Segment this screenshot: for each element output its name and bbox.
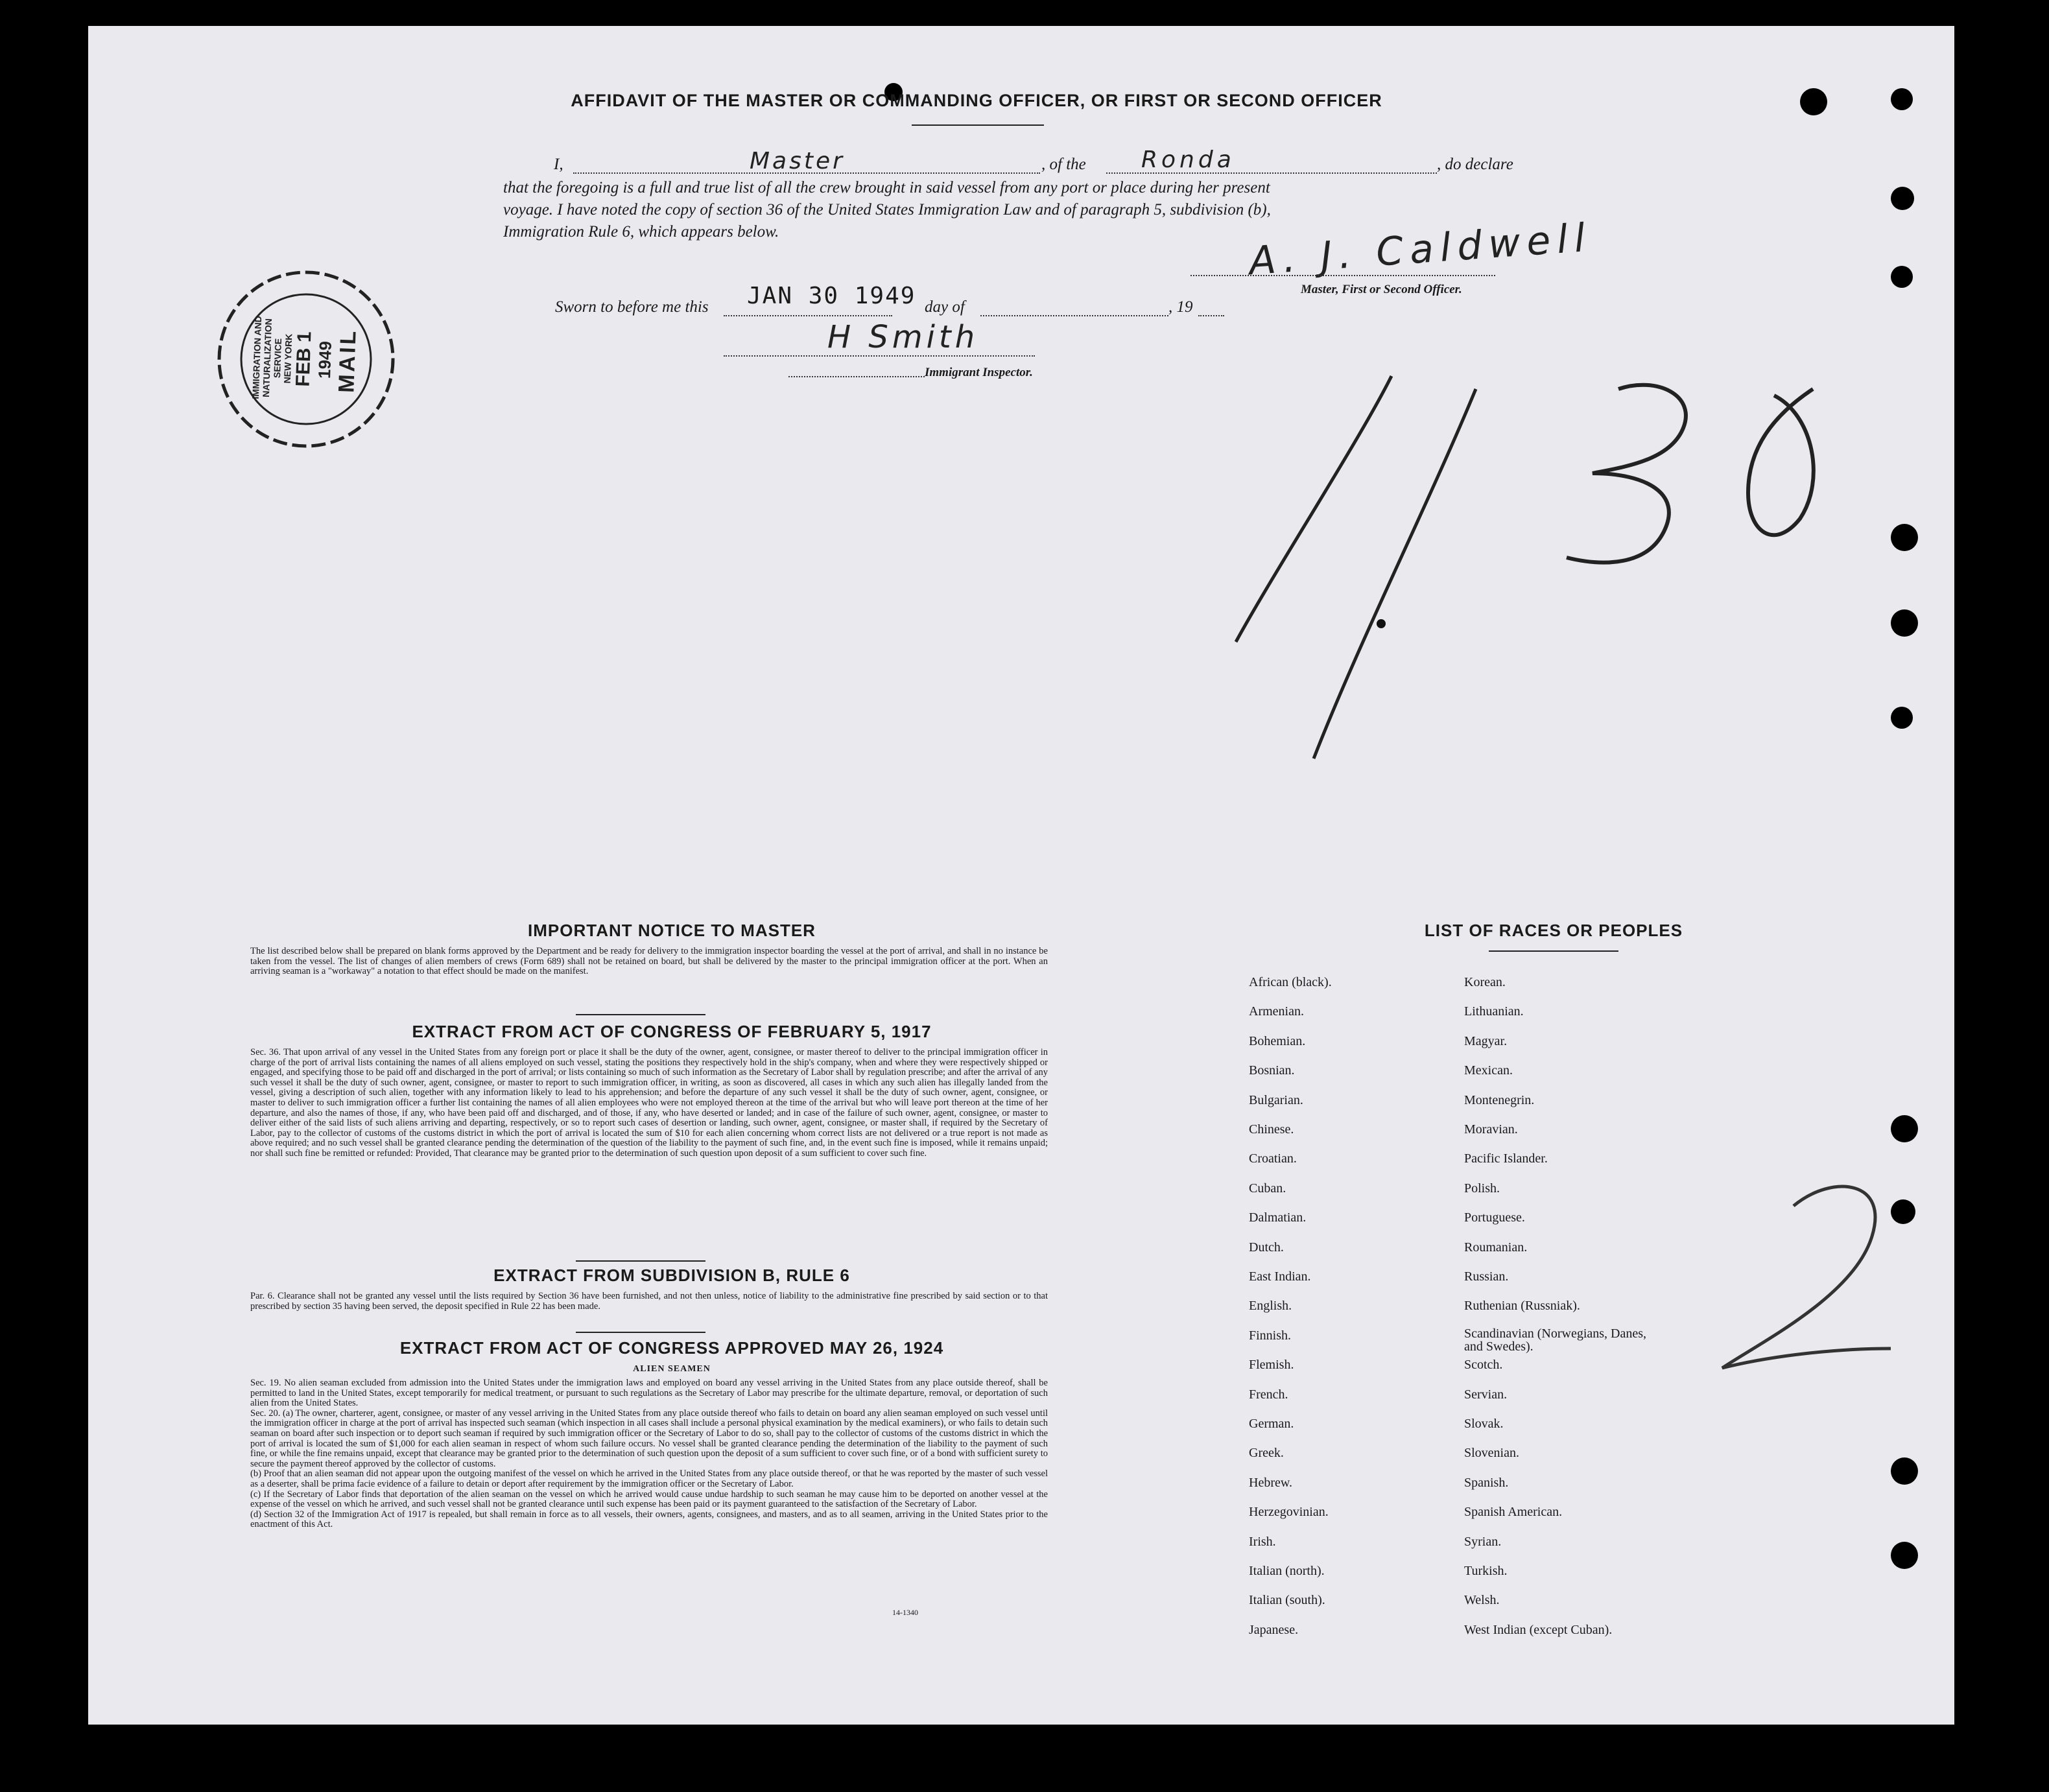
race-item: Bulgarian.	[1249, 1092, 1303, 1107]
race-item: English.	[1249, 1299, 1292, 1314]
race-item: Bosnian.	[1249, 1063, 1295, 1078]
affidavit-line-4: Immigration Rule 6, which appears below.	[503, 223, 779, 241]
race-item: Ruthenian (Russniak).	[1464, 1299, 1580, 1314]
seal-line: 1949	[314, 340, 335, 379]
race-item: African (black).	[1249, 975, 1332, 989]
extract-1924-paragraph: (d) Section 32 of the Immigration Act of 1917 is repealed, but shall remain in force as to all vessels, their owners, agents, consignees, and masters, and as to all seamen, arriving in the United States prior to the enactment of this Act.	[250, 1509, 1048, 1530]
seal-text	[206, 259, 407, 460]
day-of-label: day of	[925, 298, 965, 316]
vessel-value: Ronda	[1141, 147, 1235, 173]
race-item: Italian (south).	[1249, 1593, 1325, 1608]
notice-divider	[576, 1014, 705, 1015]
handwritten-two	[1644, 1148, 1904, 1407]
punch-hole	[1891, 1115, 1918, 1142]
seal-line: FEB 1	[292, 331, 316, 387]
race-item: Chinese.	[1249, 1122, 1294, 1137]
seal-line: SERVICE	[271, 338, 284, 379]
extract-rule6-body: Par. 6. Clearance shall not be granted any vessel until the lists required by Section 36 have been furnished, and not then unless, notice of liability to the administrative fine prescribed by said section or to that prescribed by section 35 having been served, the deposit specified in Rule 22 has been made.	[250, 1291, 1048, 1312]
race-item: Dalmatian.	[1249, 1210, 1307, 1225]
punch-hole	[1891, 1542, 1918, 1569]
stamped-date: JAN 30 1949	[747, 283, 916, 309]
race-item: Scandinavian (Norwegians, Danes, and Swedes).	[1464, 1326, 1647, 1354]
seal-line: NATURALIZATION	[260, 318, 274, 397]
sworn-label: Sworn to before me this	[555, 298, 709, 316]
race-item: Herzegovinian.	[1249, 1505, 1329, 1520]
race-item: Turkish.	[1464, 1564, 1508, 1578]
race-item: Irish.	[1249, 1534, 1276, 1549]
extract-1924-title: EXTRACT FROM ACT OF CONGRESS APPROVED MAY 26, 1924	[399, 1338, 944, 1358]
race-item: Russian.	[1464, 1269, 1509, 1284]
punch-hole	[1800, 88, 1827, 115]
race-item: Welsh.	[1464, 1593, 1500, 1608]
document-page	[88, 26, 1954, 1725]
race-item: Spanish.	[1464, 1475, 1509, 1490]
affidavit-line-2: that the foregoing is a full and true list of all the crew brought in said vessel from any port or place during her present	[503, 179, 1270, 196]
notice-title: IMPORTANT NOTICE TO MASTER	[528, 921, 816, 940]
race-item: Mexican.	[1464, 1063, 1513, 1078]
seal-line: IMMIGRATION AND	[250, 315, 264, 399]
extract-1924-body	[250, 1378, 1048, 1530]
handwritten-mark-big	[1229, 337, 1244, 344]
race-item: Cuban.	[1249, 1181, 1286, 1196]
race-item: Armenian.	[1249, 1004, 1304, 1019]
extract-1924-paragraph: Sec. 20. (a) The owner, charterer, agent, consignee, or master of any vessel arriving in the United States from any place outside thereof who fails to detain on board any alien seaman employed on such vessel until the immigration officer in charge at the port of arrival has inspected such seaman (which inspection in all cases shall include a personal physical examination by the medical examiners), or who fails to detain such seaman on board after such inspection or to deport such seaman if required by such immigration officer or the Secretary of Labor to do so, shall pay to the collector of customs of the customs district in which the port of arrival is located the sum of $1,000 for each alien seaman in respect of whom such failure occurs. No vessel shall be granted clearance pending the determination of the liability to the payment of such fine, or while the fine remains unpaid, except that clearance may be granted prior to the determination of such question upon the deposit of a sum sufficient to cover such fine, or of a bond with sufficient surety to secure the payment thereof approved by the collector of customs.	[250, 1408, 1048, 1469]
sworn-year-line	[1198, 315, 1224, 316]
signature-line	[1190, 275, 1495, 276]
of-the-label: , of the	[1041, 156, 1086, 173]
extract-1924-paragraph: (b) Proof that an alien seaman did not appear upon the outgoing manifest of the vessel on which he arrived in the United States from any place outside thereof, or that he was reported by the master of such vessel as a deserter, shall be prima facie evidence of a failure to detain or deport after requirement by the immigration officer or the Secretary of Labor.	[250, 1468, 1048, 1489]
race-item: Lithuanian.	[1464, 1004, 1524, 1019]
race-item: Scotch.	[1464, 1358, 1503, 1373]
notice-body: The list described below shall be prepared on blank forms approved by the Department and be ready for delivery to the immigration inspector boarding the vessel at the port of arrival, and shall in no instance be taken from the vessel. The list of changes of alien members of crews (Form 689) shall not be retained on board, but shall be delivered by the master to the principal immigration officer at the port. When an arriving seaman is a "workaway" a notation to that effect should be made on the manifest.	[250, 946, 1048, 977]
inspector-caption: Immigrant Inspector.	[925, 366, 1033, 379]
sworn-month-line	[980, 315, 1168, 316]
sworn-day-line	[724, 315, 892, 316]
races-title: LIST OF RACES OR PEOPLES	[1424, 921, 1683, 940]
race-item: Magyar.	[1464, 1033, 1508, 1048]
punch-hole	[1891, 609, 1918, 637]
race-item: Spanish American.	[1464, 1505, 1563, 1520]
form-number: 14-1340	[892, 1608, 918, 1617]
handwritten-fraction-strokes	[1126, 337, 1878, 804]
signature-caption: Master, First or Second Officer.	[1301, 283, 1462, 296]
punch-hole	[1891, 187, 1914, 210]
race-item: Slovak.	[1464, 1417, 1504, 1431]
race-item: Moravian.	[1464, 1122, 1518, 1137]
race-item: German.	[1249, 1417, 1294, 1431]
extract-1924-paragraph: (c) If the Secretary of Labor finds that deportation of the alien seaman on the vessel on which he arrived would cause undue hardship to such seaman he may cause him to be deported on another vessel at the expense of the vessel on which he arrived, and such vessel shall not be granted clearance until such expense has been paid or its payment guaranteed to the satisfaction of the Secretary of Labor.	[250, 1489, 1048, 1510]
inspector-signature: H Smith	[827, 319, 979, 355]
punch-hole	[1891, 266, 1913, 288]
race-item: Italian (north).	[1249, 1564, 1325, 1578]
extract-1924-subtitle: ALIEN SEAMEN	[633, 1364, 711, 1374]
extract-rule6-divider	[576, 1332, 705, 1333]
race-item: Servian.	[1464, 1387, 1508, 1402]
race-item: Flemish.	[1249, 1358, 1294, 1373]
extract-1917-title: EXTRACT FROM ACT OF CONGRESS OF FEBRUARY 5, 1917	[412, 1022, 932, 1041]
extract-1917-body: Sec. 36. That upon arrival of any vessel in the United States from any foreign port or place it shall be the duty of the owner, agent, consignee, or master thereof to deliver to the principal immigration officer in charge of the port of arrival lists containing the names of all aliens employed on such vessel, stating the positions they respectively hold in the ship's company, when and where they were respectively shipped or engaged, and specifying those to be paid off and discharged in the port of arrival; or lists containing so much of such information as the Secretary of Labor shall by regulation prescribe; and after the arrival of any such vessel it shall be the duty of such owner, agent, consignee, or master to report to such immigration officer, in writing, as soon as discovered, all cases in which any such alien has illegally landed from the vessel, giving a description of such alien, together with any information likely to lead to his apprehension; and before the departure of any such vessel it shall be the duty of such owner, agent, consignee, or master to deliver to such immigration officer a further list containing the names of all alien employees who were not employed thereon at the time of the arrival but who will leave port thereon at the time of her departure, and also the names of those, if any, who have been paid off and discharged, and of those, if any, who have deserted or landed; and in case of the failure of such owner, agent, consignee, or master to deliver either of the said lists of such aliens arriving and departing, respectively, or so to report such cases of desertion or landing, such owner, agent, consignee, or master shall, if required by the Secretary of Labor, pay to the collector of customs of the customs district in which the port of arrival is located the sum of $10 for each alien concerning whom correct lists are not delivered or a true report is not made as above required; and no such vessel shall be granted clearance pending the determination of the question of the liability to the payment of such fine, and, in the event such fine is imposed, while it remains unpaid; nor shall such fine be remitted or refunded: Provided, That clearance may be granted prior to the determination of such question upon deposit of a sum sufficient to cover such fine.	[250, 1047, 1048, 1159]
race-item: Montenegrin.	[1464, 1092, 1535, 1107]
year-label: , 19	[1168, 298, 1193, 316]
master-signature: A. J. Caldwell	[1248, 215, 1593, 285]
punch-hole	[1891, 88, 1913, 110]
race-item: Pacific Islander.	[1464, 1151, 1548, 1166]
race-item: Dutch.	[1249, 1240, 1284, 1255]
race-item: Croatian.	[1249, 1151, 1297, 1166]
race-item: Roumanian.	[1464, 1240, 1528, 1255]
races-underline	[1489, 950, 1618, 952]
title-underline	[912, 124, 1044, 126]
extract-1924-paragraph: Sec. 19. No alien seaman excluded from admission into the United States under the immigration laws and employed on board any vessel arriving in the United States from any place outside thereof, shall be permitted to land in the United States, except temporarily for medical treatment, or pursuant to such regulations as the Secretary of Labor may prescribe for the ultimate departure, removal, or deportation of such alien from the United States.	[250, 1378, 1048, 1409]
affidavit-line-3: voyage. I have noted the copy of section 36 of the United States Immigration Law and of paragraph 5, subdivision (b),	[503, 201, 1271, 218]
race-item: Korean.	[1464, 975, 1506, 989]
race-item: Finnish.	[1249, 1328, 1292, 1343]
race-item: Greek.	[1249, 1446, 1284, 1461]
affidavit-i: I,	[554, 156, 563, 173]
inspector-caption-line	[788, 376, 925, 377]
extract-rule6-title: EXTRACT FROM SUBDIVISION B, RULE 6	[493, 1266, 850, 1285]
race-item: Slovenian.	[1464, 1446, 1519, 1461]
affidavit-title: AFFIDAVIT OF THE MASTER OR COMMANDING OFFICER, OR FIRST OR SECOND OFFICER	[571, 91, 1382, 110]
race-item: East Indian.	[1249, 1269, 1311, 1284]
punch-hole	[1891, 707, 1913, 729]
race-item: Hebrew.	[1249, 1475, 1293, 1490]
race-item: West Indian (except Cuban).	[1464, 1622, 1613, 1637]
race-item: Polish.	[1464, 1181, 1500, 1196]
race-item: French.	[1249, 1387, 1288, 1402]
punch-hole	[1891, 1457, 1918, 1485]
name-value: Master	[750, 148, 845, 174]
punch-hole	[1891, 524, 1918, 551]
race-item: Portuguese.	[1464, 1210, 1525, 1225]
race-item: Syrian.	[1464, 1534, 1502, 1549]
race-item: Japanese.	[1249, 1622, 1299, 1637]
inspector-line	[724, 355, 1035, 357]
race-item: Bohemian.	[1249, 1033, 1306, 1048]
seal-line: MAIL	[334, 328, 361, 394]
do-declare-label: , do declare	[1437, 156, 1513, 173]
seal-line: NEW YORK	[281, 333, 294, 384]
handwritten-mark-side	[1748, 1258, 1752, 1265]
extract-1917-divider	[576, 1260, 705, 1262]
